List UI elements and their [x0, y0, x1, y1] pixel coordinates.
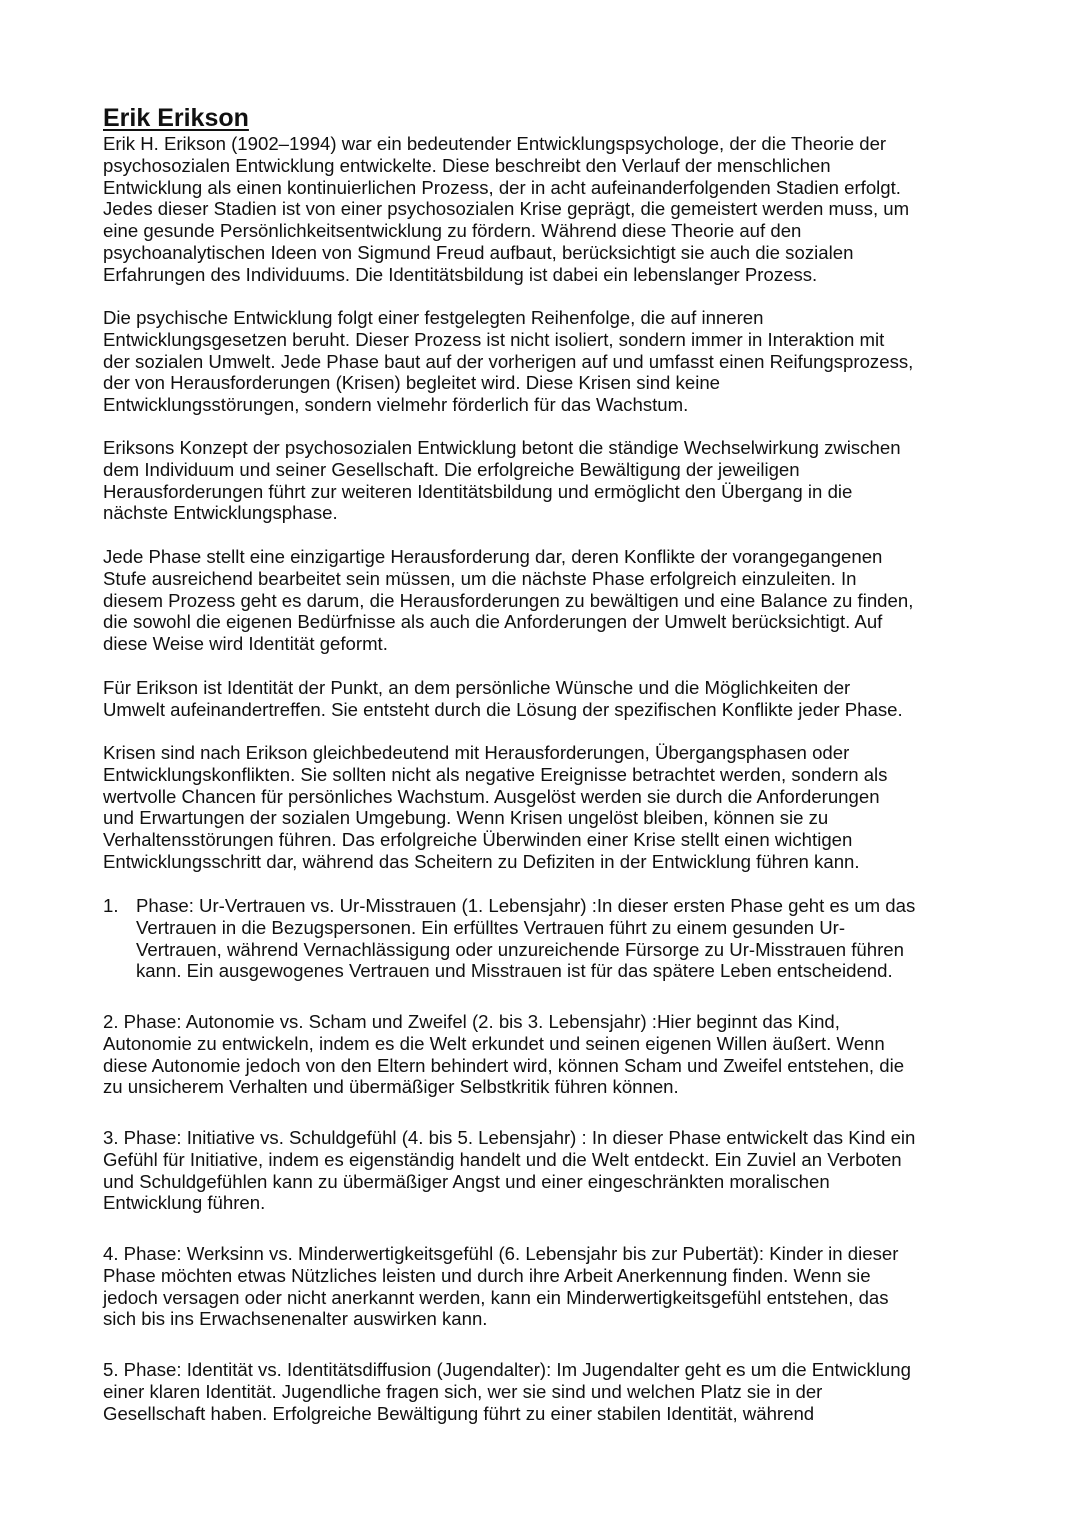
text-line: und Schuldgefühlen kann zu übermäßiger Angst und einer eingeschränkten moralischen — [103, 1170, 830, 1192]
text-line: Herausforderungen führt zur weiteren Identitätsbildung und ermöglicht den Übergang in die — [103, 480, 853, 502]
crisis-paragraph — [103, 742, 887, 873]
text-line: Erfahrungen des Individuums. Die Identitätsbildung ist dabei ein lebenslanger Prozess. — [103, 263, 818, 285]
list-number: 1. — [103, 895, 119, 916]
intro-paragraph — [103, 133, 909, 286]
phase-2-paragraph — [103, 1011, 904, 1098]
identity-paragraph — [103, 677, 903, 721]
text-line: Verhaltensstörungen führen. Das erfolgreiche Überwinden einer Krise stellt einen wichtigen — [103, 829, 853, 851]
text-line: 2. Phase: Autonomie vs. Scham und Zweifel (2. bis 3. Lebensjahr) :Hier beginnt das Kind, — [103, 1011, 840, 1032]
text-line: kann. Ein ausgewogenes Vertrauen und Misstrauen ist für das spätere Leben entscheidend. — [136, 960, 893, 982]
text-line: und Erwartungen der sozialen Umgebung. Wenn Krisen ungelöst bleiben, können sie zu — [103, 807, 829, 829]
text-line: Entwicklungsstörungen, sondern vielmehr förderlich für das Wachstum. — [103, 394, 689, 416]
text-line: Entwicklungskonflikten. Sie sollten nicht als negative Ereignisse betrachtet werden, sondern als — [103, 763, 888, 785]
text-line: Für Erikson ist Identität der Punkt, an dem persönliche Wünsche und die Möglichkeiten der — [103, 677, 851, 698]
text-line: Entwicklung führen. — [103, 1192, 266, 1214]
text-line: Die psychische Entwicklung folgt einer festgelegten Reihenfolge, die auf inneren — [103, 307, 764, 328]
text-line: diese Weise wird Identität geformt. — [103, 633, 388, 655]
text-line: Gesellschaft haben. Erfolgreiche Bewältigung führt zu einer stabilen Identität, während — [103, 1402, 815, 1424]
text-line: 3. Phase: Initiative vs. Schuldgefühl (4. bis 5. Lebensjahr) : In dieser Phase entwickelt das Kind ein — [103, 1127, 916, 1148]
text-line: Vertrauen in die Bezugspersonen. Ein erfülltes Vertrauen führt zu einem gesunden Ur- — [136, 916, 846, 938]
text-line: 5. Phase: Identität vs. Identitätsdiffusion (Jugendalter): Im Jugendalter geht es um die Entwicklung — [103, 1359, 911, 1380]
text-line: der sozialen Umwelt. Jede Phase baut auf der vorherigen auf und umfasst einen Reifungsprozess, — [103, 350, 914, 372]
text-line: diesem Prozess geht es darum, die Herausforderungen zu bewältigen und eine Balance zu finden, — [103, 589, 914, 611]
phase-3-paragraph — [103, 1127, 915, 1214]
text-line: Entwicklung als einen kontinuierlichen Prozess, der in acht aufeinanderfolgenden Stadien erfolgt. — [103, 176, 901, 198]
text-line: Umwelt aufeinandertreffen. Sie entsteht durch die Lösung der spezifischen Konflikte jeder Phase. — [103, 698, 903, 720]
text-line: Vertrauen, während Vernachlässigung oder unzureichende Fürsorge zu Ur-Misstrauen führen — [136, 938, 904, 960]
text-line: Phase: Ur-Vertrauen vs. Ur-Misstrauen (1. Lebensjahr) :In dieser ersten Phase geht es um das — [136, 895, 916, 916]
text-line: dem Individuum und seiner Gesellschaft. Die erfolgreiche Bewältigung der jeweiligen — [103, 458, 800, 480]
development-paragraph — [103, 307, 913, 416]
phase-challenge-paragraph — [103, 546, 913, 655]
text-line: 4. Phase: Werksinn vs. Minderwertigkeitsgefühl (6. Lebensjahr bis zur Pubertät): Kinder in dieser — [103, 1243, 899, 1264]
text-line: eine gesunde Persönlichkeitsentwicklung zu fördern. Während diese Theorie auf den — [103, 220, 802, 242]
text-line: die sowohl die eigenen Bedürfnisse als auch die Anforderungen der Umwelt berücksichtigt. Auf — [103, 611, 883, 633]
text-line: Gefühl für Initiative, indem es eigenständig handelt und die Welt entdeckt. Ein Zuviel an Verboten — [103, 1148, 902, 1170]
text-line: Jedes dieser Stadien ist von einer psychosozialen Krise geprägt, die gemeistert werden muss, um — [103, 198, 910, 220]
text-line: psychoanalytischen Ideen von Sigmund Freud aufbaut, berücksichtigt sie auch die sozialen — [103, 241, 854, 263]
concept-paragraph — [103, 437, 901, 524]
text-line: zu unsicherem Verhalten und übermäßiger Selbstkritik führen können. — [103, 1076, 679, 1098]
text-line: wertvolle Chancen für persönliches Wachstum. Ausgelöst werden sie durch die Anforderungen — [103, 785, 880, 807]
text-line: Entwicklungsgesetzen beruht. Dieser Prozess ist nicht isoliert, sondern immer in Interaktion mit — [103, 328, 885, 350]
text-line: Eriksons Konzept der psychosozialen Entwicklung betont die ständige Wechselwirkung zwischen — [103, 437, 901, 458]
text-line: Erik H. Erikson (1902–1994) war ein bedeutender Entwicklungspsychologe, der die Theorie der — [103, 133, 887, 154]
text-line: Entwicklungsschritt dar, während das Scheitern zu Defiziten in der Entwicklung führen kann. — [103, 850, 860, 872]
document-title: Erik Erikson — [103, 104, 249, 132]
text-line: Stufe ausreichend bearbeitet sein müssen, um die nächste Phase erfolgreich einzuleiten. In — [103, 567, 857, 589]
phase-list-item-1 — [103, 895, 915, 982]
text-line: Jede Phase stellt eine einzigartige Herausforderung dar, deren Konflikte der vorangegangenen — [103, 546, 883, 567]
text-line: einer klaren Identität. Jugendliche fragen sich, wer sie sind und welchen Platz sie in der — [103, 1380, 823, 1402]
text-line: Autonomie zu entwickeln, indem es die Welt erkundet und seinen eigenen Willen äußert. Wenn — [103, 1032, 885, 1054]
phase-4-paragraph — [103, 1243, 898, 1330]
list-item-body — [136, 895, 915, 982]
text-line: der von Herausforderungen (Krisen) begleitet wird. Diese Krisen sind keine — [103, 372, 721, 394]
text-line: Krisen sind nach Erikson gleichbedeutend mit Herausforderungen, Übergangsphasen oder — [103, 742, 850, 763]
phase-5-paragraph — [103, 1359, 911, 1424]
text-line: sich bis ins Erwachsenenalter auswirken kann. — [103, 1308, 488, 1330]
text-line: nächste Entwicklungsphase. — [103, 502, 338, 524]
text-line: diese Autonomie jedoch von den Eltern behindert wird, können Scham und Zweifel entstehen, die — [103, 1054, 905, 1076]
text-line: Phase möchten etwas Nützliches leisten und durch ihre Arbeit Anerkennung finden. Wenn sie — [103, 1264, 871, 1286]
text-line: psychosozialen Entwicklung entwickelte. Diese beschreibt den Verlauf der menschlichen — [103, 154, 831, 176]
text-line: jedoch versagen oder nicht anerkannt werden, kann ein Minderwertigkeitsgefühl entstehen, das — [103, 1286, 889, 1308]
